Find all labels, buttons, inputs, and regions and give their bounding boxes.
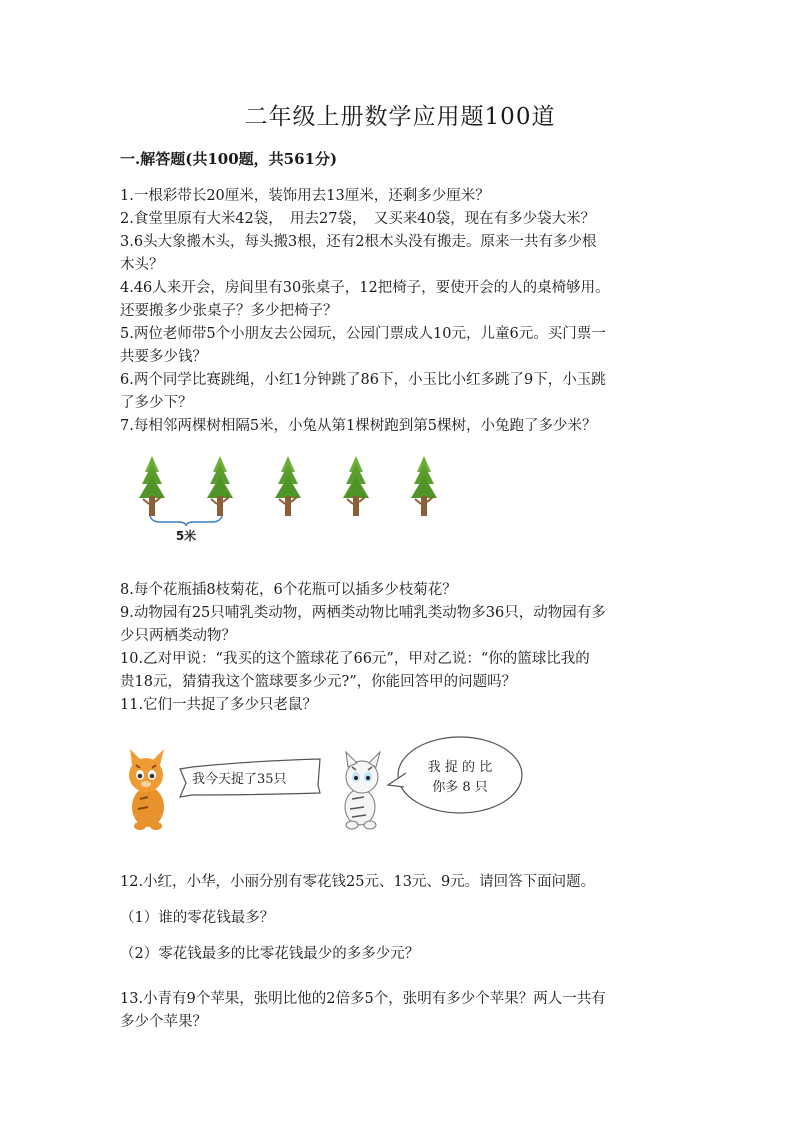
- question-list-1-7: [120, 185, 680, 438]
- speech-left-text: 我今天捉了35只: [192, 772, 287, 787]
- question-line: 9.动物园有25只哺乳类动物，两栖类动物比哺乳类动物多36只，动物园有多: [120, 605, 606, 621]
- speech-bubble-right: [398, 737, 522, 813]
- question-part: （1）谁的零花钱最多？: [120, 910, 275, 926]
- tree-icon: [411, 456, 437, 516]
- question-line: 1.一根彩带长20厘米，装饰用去13厘米，还剩多少厘米？: [120, 188, 490, 204]
- question-line: 6.两个同学比赛跳绳，小红1分钟跳了86下，小玉比小红多跳了9下，小玉跳: [120, 372, 606, 388]
- question-line: 13.小青有9个苹果，张明比他的2倍多5个，张明有多少个苹果？两人一共有: [120, 991, 606, 1007]
- tree-figure: [130, 450, 460, 550]
- question-line: 3.6头大象搬木头，每头搬3根，还有2根木头没有搬走。原来一共有多少根: [120, 234, 597, 250]
- tree-icon: [139, 456, 165, 516]
- tree-icon: [343, 456, 369, 516]
- question-line: 少只两栖类动物？: [120, 628, 236, 644]
- question-line: 木头？: [120, 257, 164, 273]
- section-heading: 一.解答题(共100题，共561分): [120, 150, 338, 168]
- question-line: 7.每相邻两棵树相隔5米，小兔从第1棵树跑到第5棵树，小兔跑了多少米？: [120, 418, 597, 434]
- distance-label: 5米: [175, 529, 197, 543]
- question-part: （2）零花钱最多的比零花钱最少的多多少元？: [120, 946, 420, 962]
- question-line: 了多少下？: [120, 395, 193, 411]
- tree-icon: [275, 456, 301, 516]
- white-cat-icon: [345, 752, 380, 829]
- question-line: 11.它们一共捉了多少只老鼠？: [120, 697, 318, 713]
- question-stem: 12.小红，小华，小丽分别有零花钱25元、13元、9元。请回答下面问题。: [120, 874, 596, 890]
- question-line: 2.食堂里原有大米42袋， 用去27袋， 又买来40袋，现在有多少袋大米？: [120, 211, 596, 227]
- speech-right-line2: 你多 8 只: [432, 780, 488, 795]
- question-list-8-11: [120, 579, 680, 717]
- question-line: 10.乙对甲说：“我买的这个篮球花了66元”，甲对乙说：“你的篮球比我的: [120, 651, 590, 667]
- question-13: [120, 988, 680, 1034]
- question-line: 4.46人来开会，房间里有30张桌子，12把椅子，要使开会的人的桌椅够用。: [120, 280, 610, 296]
- question-line: 多少个苹果？: [120, 1014, 207, 1030]
- question-line: 共要多少钱？: [120, 349, 207, 365]
- tree-icon: [207, 456, 233, 516]
- page-title: 二年级上册数学应用题100道: [244, 104, 556, 130]
- question-line: 5.两位老师带5个小朋友去公园玩，公园门票成人10元，儿童6元。买门票一: [120, 326, 606, 342]
- distance-brace: [150, 516, 222, 526]
- question-12: [120, 871, 680, 979]
- orange-cat-icon: [129, 749, 164, 830]
- question-line: 贵18元，猜猜我这个篮球要多少元?”，你能回答甲的问题吗？: [120, 674, 517, 690]
- question-line: 8.每个花瓶插8枝菊花，6个花瓶可以插多少枝菊花？: [120, 582, 457, 598]
- cat-figure: [120, 735, 540, 835]
- question-line: 还要搬多少张桌子？多少把椅子？: [120, 303, 338, 319]
- speech-right-line1: 我 捉 的 比: [427, 760, 493, 775]
